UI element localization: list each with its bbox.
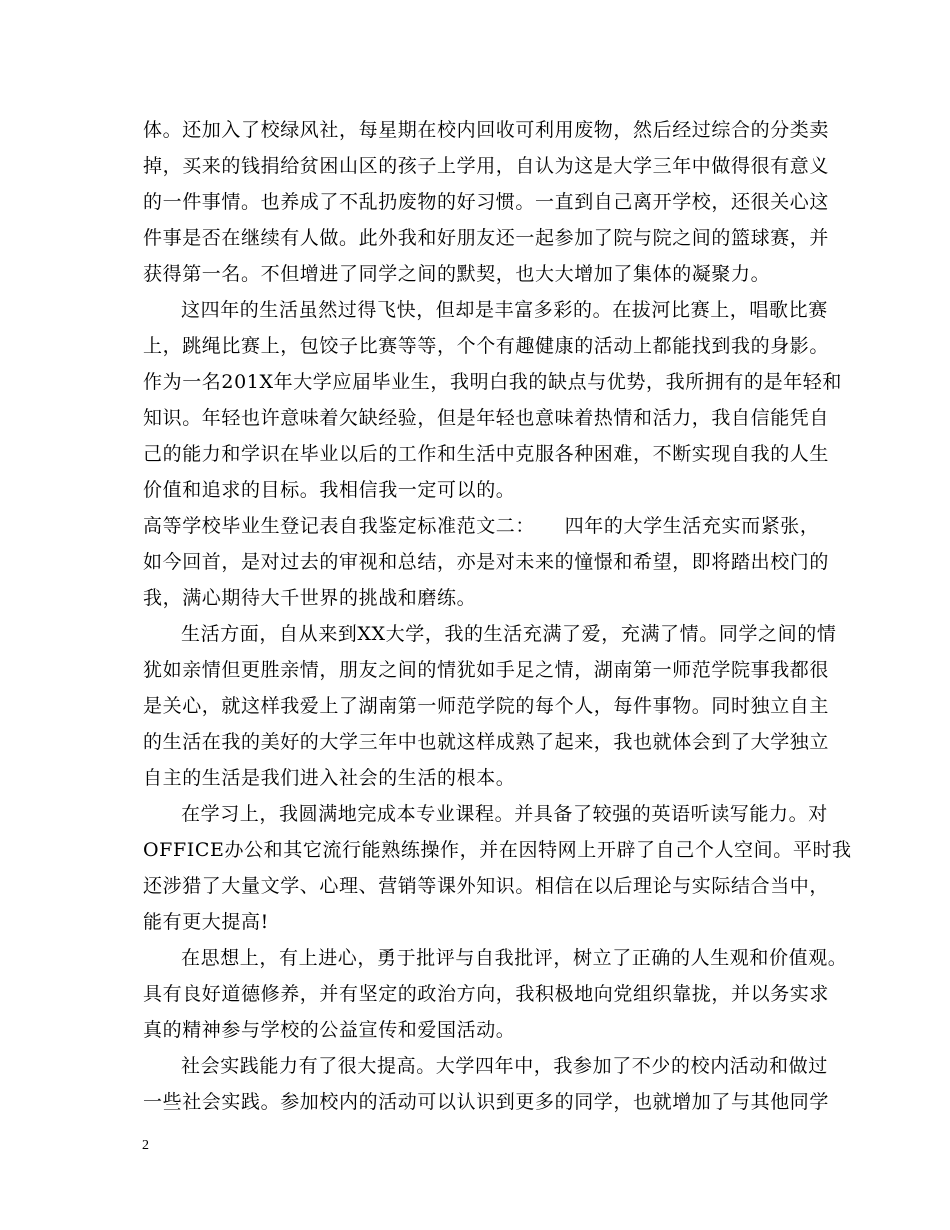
paragraph-first-line: 在学习上，我圆满地完成本专业课程。并具备了较强的英语听读写能力。对 bbox=[181, 803, 828, 825]
paragraph-first-line: 生活方面，自从来到XX大学，我的生活充满了爱，充满了情。同学之间的情 bbox=[181, 623, 837, 645]
text-line: 的生活在我的美好的大学三年中也就这样成熟了起来，我也就体会到了大学独立 bbox=[143, 731, 830, 753]
section-heading-line: 高等学校毕业生登记表自我鉴定标准范文二： 四年的大学生活充实而紧张， bbox=[143, 515, 820, 537]
text-line: 获得第一名。不但增进了同学之间的默契，也大大增加了集体的凝聚力。 bbox=[143, 263, 771, 285]
paragraph-first-line: 这四年的生活虽然过得飞快，但却是丰富多彩的。在拔河比赛上，唱歌比赛 bbox=[181, 299, 828, 321]
paragraph-first-line: 在思想上，有上进心，勇于批评与自我批评，树立了正确的人生观和价值观。 bbox=[181, 947, 848, 969]
text-line: 知识。年轻也许意味着欠缺经验，但是年轻也意味着热情和活力，我自信能凭自 bbox=[143, 407, 830, 429]
text-line: OFFICE办公和其它流行能熟练操作，并在因特网上开辟了自己个人空间。平时我 bbox=[143, 839, 852, 861]
text-line: 一些社会实践。参加校内的活动可以认识到更多的同学，也就增加了与其他同学 bbox=[143, 1091, 830, 1113]
text-line: 还涉猎了大量文学、心理、营销等课外知识。相信在以后理论与实际结合当中， bbox=[143, 875, 830, 897]
text-line: 是关心，就这样我爱上了湖南第一师范学院的每个人，每件事物。同时独立自主 bbox=[143, 695, 830, 717]
text-line: 我，满心期待大千世界的挑战和磨练。 bbox=[143, 587, 477, 609]
text-line: 己的能力和学识在毕业以后的工作和生活中克服各种困难，不断实现自我的人生 bbox=[143, 443, 830, 465]
text-line: 犹如亲情但更胜亲情，朋友之间的情犹如手足之情，湖南第一师范学院事我都很 bbox=[143, 659, 830, 681]
paragraph-first-line: 社会实践能力有了很大提高。大学四年中，我参加了不少的校内活动和做过 bbox=[181, 1055, 828, 1077]
text-line: 件事是否在继续有人做。此外我和好朋友还一起参加了院与院之间的篮球赛，并 bbox=[143, 227, 830, 249]
text-line: 体。还加入了校绿风社，每星期在校内回收可利用废物，然后经过综合的分类卖 bbox=[143, 119, 830, 141]
page-number: 2 bbox=[142, 1138, 149, 1153]
text-line: 能有更大提高! bbox=[143, 911, 269, 933]
text-line: 价值和追求的目标。我相信我一定可以的。 bbox=[143, 479, 516, 501]
text-line: 自主的生活是我们进入社会的生活的根本。 bbox=[143, 767, 516, 789]
text-line: 具有良好道德修养，并有坚定的政治方向，我积极地向党组织靠拢，并以务实求 bbox=[143, 983, 830, 1005]
text-line: 真的精神参与学校的公益宣传和爱国活动。 bbox=[143, 1019, 516, 1041]
text-line: 的一件事情。也养成了不乱扔废物的好习惯。一直到自己离开学校，还很关心这 bbox=[143, 191, 830, 213]
text-line: 如今回首，是对过去的审视和总结，亦是对未来的憧憬和希望，即将踏出校门的 bbox=[143, 551, 830, 573]
text-line: 掉，买来的钱捐给贫困山区的孩子上学用，自认为这是大学三年中做得很有意义 bbox=[143, 155, 830, 177]
text-line: 作为一名201X年大学应届毕业生，我明白我的缺点与优势，我所拥有的是年轻和 bbox=[143, 371, 842, 393]
text-line: 上，跳绳比赛上，包饺子比赛等等，个个有趣健康的活动上都能找到我的身影。 bbox=[143, 335, 830, 357]
